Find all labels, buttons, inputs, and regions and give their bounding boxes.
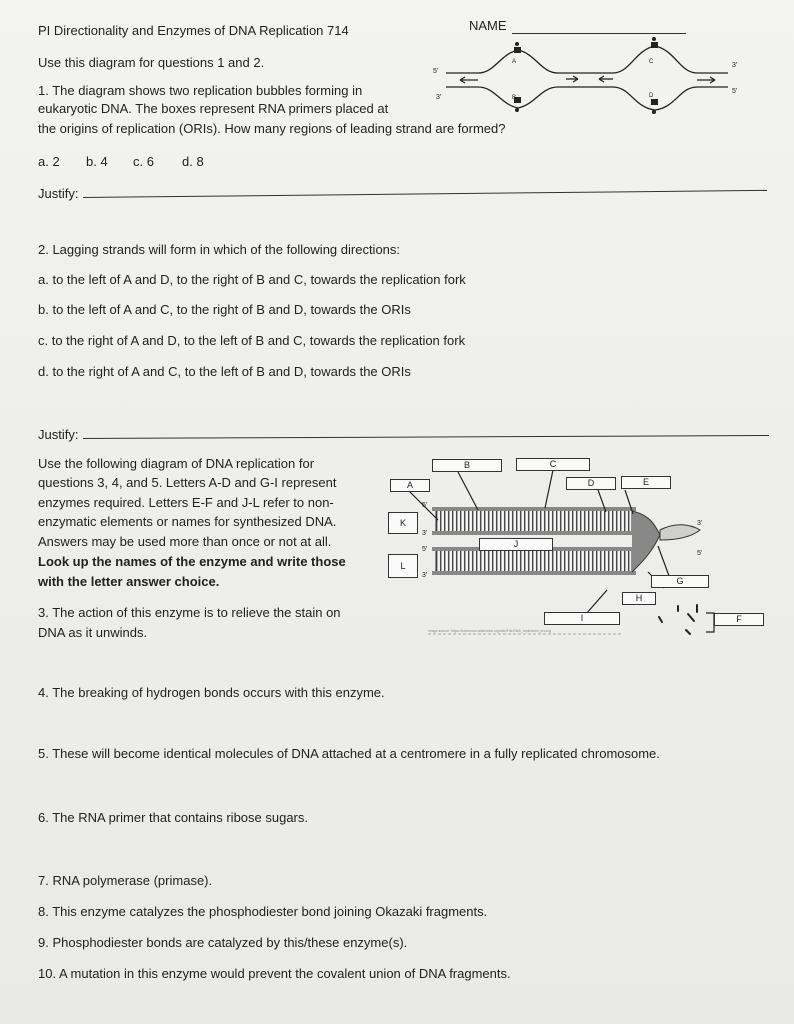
q2-option-c[interactable]: c. to the right of A and D, to the left of B and C, towards the replication fork: [38, 333, 466, 348]
primer-label-a: A: [512, 59, 517, 65]
question-8: 8. This enzyme catalyzes the phosphodiester bond joining Okazaki fragments.: [38, 904, 488, 919]
primer-label-c: C: [649, 59, 654, 65]
q1-text-line: eukaryotic DNA. The boxes represent RNA primers placed at: [38, 101, 389, 116]
question-3-line: 3. The action of this enzyme is to relieve the stain on: [38, 605, 341, 620]
q2-justify-label: Justify:: [38, 427, 79, 442]
instructions-line: enzymatic elements or names for synthesized DNA.: [38, 514, 337, 529]
question-3-line: DNA as it unwinds.: [38, 625, 148, 640]
bubble-end-label: 3': [732, 62, 738, 69]
image-source-credit: image source: https://commons.wikimedia.org/wiki/File:DNA_replication_en.svg: [428, 629, 551, 633]
q2-option-d[interactable]: d. to the right of A and C, to the left of B and D, towards the ORIs: [38, 364, 411, 379]
bubble-end-label: 5': [433, 68, 439, 75]
q1-text-line: the origins of replication (ORIs). How many regions of leading strand are formed?: [38, 121, 506, 136]
label-box-l[interactable]: L: [388, 554, 418, 578]
label-box-g[interactable]: G: [651, 575, 709, 588]
question-6: 6. The RNA primer that contains ribose sugars.: [38, 810, 308, 825]
q1-option-b[interactable]: b. 4: [86, 154, 108, 169]
strand-end-label: 3': [422, 572, 428, 579]
q1-option-c[interactable]: c. 6: [133, 154, 154, 169]
q2-option-a[interactable]: a. to the left of A and D, to the right of B and C, towards the replication fork: [38, 272, 466, 287]
strand-end-label: 5': [422, 546, 428, 553]
strand-end-label: 5': [422, 502, 428, 509]
q1-option-a[interactable]: a. 2: [38, 154, 60, 169]
label-box-f[interactable]: F: [714, 613, 764, 626]
question-7: 7. RNA polymerase (primase).: [38, 873, 213, 888]
question-9: 9. Phosphodiester bonds are catalyzed by this/these enzyme(s).: [38, 935, 408, 950]
bubble-end-label: 5': [732, 88, 738, 95]
primer-label-d: D: [649, 93, 654, 99]
q2-text: 2. Lagging strands will form in which of the following directions:: [38, 242, 401, 257]
instructions-bold-line: Look up the names of the enzyme and write those: [38, 554, 346, 569]
bubble-end-label: 3': [436, 94, 442, 101]
q1-option-d[interactable]: d. 8: [182, 154, 204, 169]
label-box-d[interactable]: D: [566, 477, 616, 490]
page-title: PI Directionality and Enzymes of DNA Replication 714: [38, 23, 349, 38]
label-box-a[interactable]: A: [390, 479, 430, 492]
instructions-line: Answers may be used more than once or not at all.: [38, 534, 332, 549]
q1-text-line: 1. The diagram shows two replication bubbles forming in: [38, 83, 363, 98]
name-label: NAME: [469, 18, 507, 33]
instructions-line: questions 3, 4, and 5. Letters A-D and G-I represent: [38, 475, 337, 490]
label-box-e[interactable]: E: [621, 476, 671, 489]
question-4: 4. The breaking of hydrogen bonds occurs with this enzyme.: [38, 685, 385, 700]
label-box-i[interactable]: I: [544, 612, 620, 625]
primer-label-b: B: [512, 95, 517, 101]
q1-justify-label: Justify:: [38, 186, 79, 201]
label-box-j[interactable]: J: [479, 538, 553, 551]
instructions-line: enzymes required. Letters E-F and J-L refer to non-: [38, 495, 334, 510]
strand-end-label: 3': [422, 530, 428, 537]
instructions-bold-line: with the letter answer choice.: [38, 574, 220, 589]
label-box-b[interactable]: B: [432, 459, 502, 472]
label-box-k[interactable]: K: [388, 512, 418, 534]
label-box-h[interactable]: H: [622, 592, 656, 605]
q2-option-b[interactable]: b. to the left of A and C, to the right of B and D, towards the ORIs: [38, 302, 411, 317]
instructions-line: Use the following diagram of DNA replication for: [38, 456, 315, 471]
question-5: 5. These will become identical molecules of DNA attached at a centromere in a fully replicated chromosome.: [38, 746, 660, 761]
instruction-q1-q2: Use this diagram for questions 1 and 2.: [38, 55, 265, 70]
strand-end-label: 5': [697, 550, 703, 557]
question-10: 10. A mutation in this enzyme would prevent the covalent union of DNA fragments.: [38, 966, 511, 981]
label-box-c[interactable]: C: [516, 458, 590, 471]
strand-end-label: 3': [697, 520, 703, 527]
